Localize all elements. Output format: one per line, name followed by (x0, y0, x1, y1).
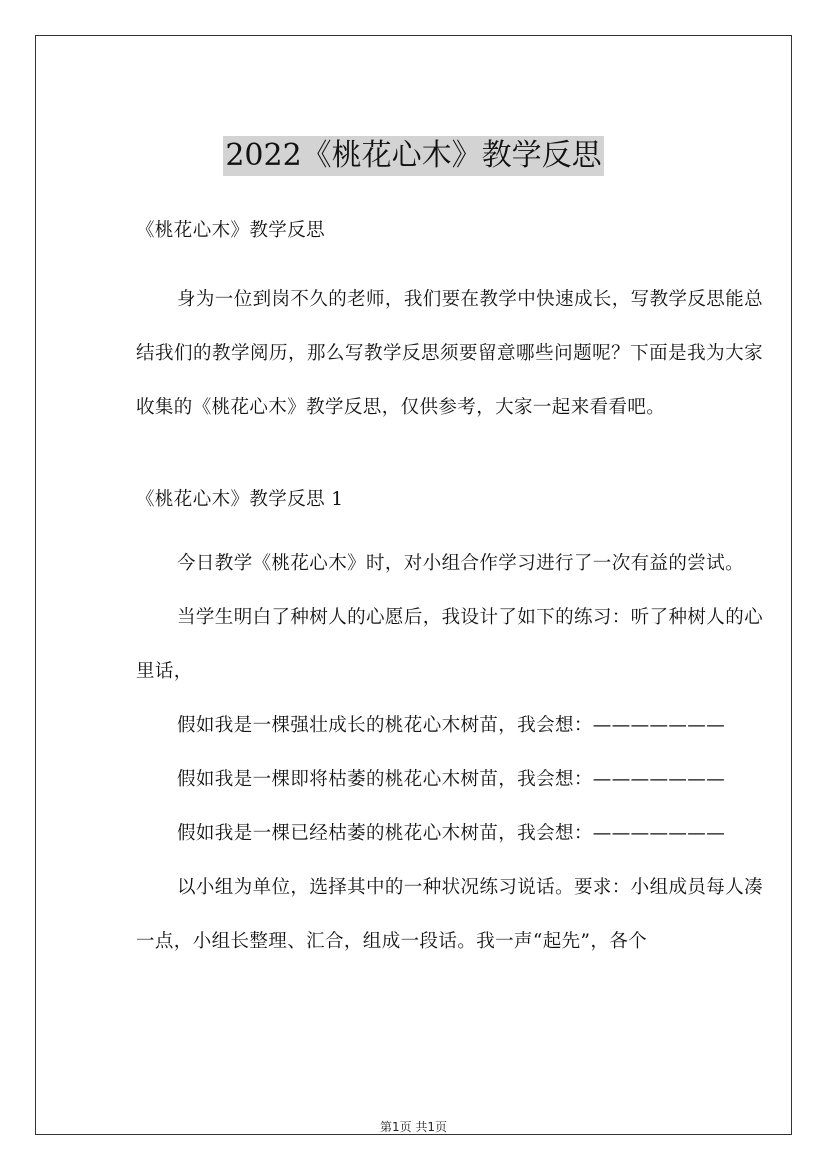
body-paragraph: 假如我是一棵强壮成长的桃花心木树苗，我会想：——————— (177, 715, 726, 736)
document-title: 2022《桃花心木》教学反思 (223, 136, 603, 176)
body-paragraph: 假如我是一棵即将枯萎的桃花心木树苗，我会想：——————— (177, 769, 726, 790)
intro-paragraph: 身为一位到岗不久的老师，我们要在教学中快速成长，写教学反思能总结我们的教学阅历，那么写教学反思须要留意哪些问题呢？下面是我为大家收集的《桃花心木》教学反思，仅供参考，大家一起来看看吧。 (136, 289, 763, 418)
body-paragraph: 以小组为单位，选择其中的一种状况练习说话。要求：小组成员每人凑一点，小组长整理、汇合，组成一段话。我一声“起先”，各个 (136, 877, 763, 952)
page-footer: 第1页 共1页 (379, 1120, 448, 1134)
section-heading: 《桃花心木》教学反思 1 (136, 489, 344, 510)
body-paragraph: 假如我是一棵已经枯萎的桃花心木树苗，我会想：——————— (177, 823, 726, 844)
document-page (35, 35, 792, 1135)
document-body (136, 216, 763, 969)
body-paragraph: 当学生明白了种树人的心愿后，我设计了如下的练习：听了种树人的心里话， (136, 607, 763, 682)
title-wrap (36, 136, 791, 176)
document-subtitle: 《桃花心木》教学反思 (136, 220, 326, 241)
body-paragraph: 今日教学《桃花心木》时，对小组合作学习进行了一次有益的尝试。 (177, 553, 745, 574)
